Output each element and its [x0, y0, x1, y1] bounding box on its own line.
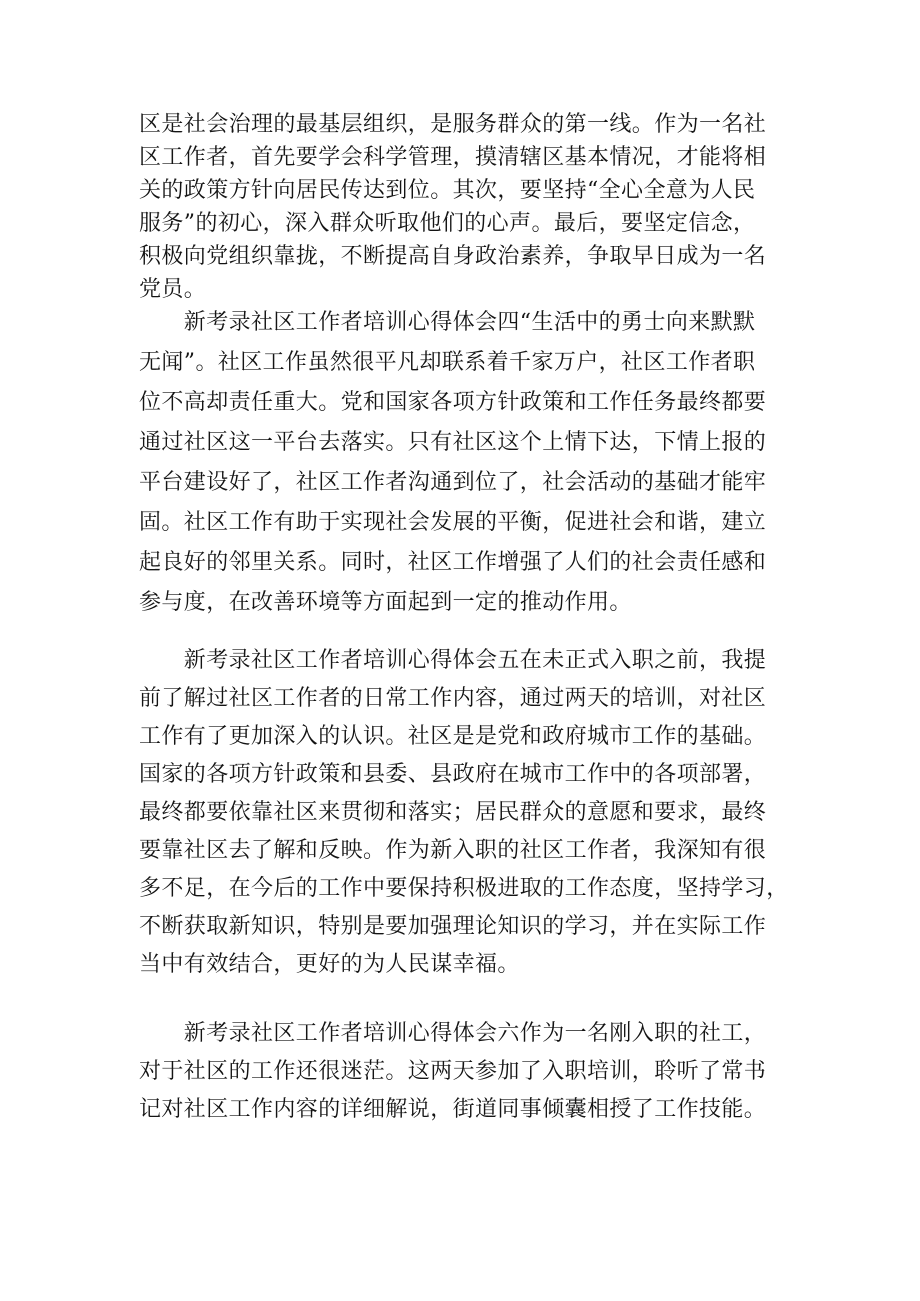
text-line: 当中有效结合，更好的为人民谋幸福。	[139, 952, 520, 977]
text-line: 最终都要依靠社区来贯彻和落实；居民群众的意愿和要求，最终	[139, 800, 767, 825]
paragraph-experience-six	[139, 1015, 799, 1129]
text-line: 积极向党组织靠拢，不断提高自身政治素养，争取早日成为一名	[139, 244, 767, 269]
text-line: 平台建设好了，社区工作者沟通到位了，社会活动的基础才能牢	[139, 470, 767, 495]
paragraph-experience-five	[139, 642, 799, 984]
text-line: 国家的各项方针政策和县委、县政府在城市工作中的各项部署，	[139, 762, 767, 787]
text-line: 新考录社区工作者培训心得体会四“生活中的勇士向来默默	[139, 310, 756, 335]
text-line: 新考录社区工作者培训心得体会五在未正式入职之前，我提	[139, 648, 767, 673]
paragraph-experience-four	[139, 303, 799, 623]
text-line: 前了解过社区工作者的日常工作内容，通过两天的培训，对社区	[139, 686, 767, 711]
text-line: 参与度，在改善环境等方面起到一定的推动作用。	[139, 590, 632, 615]
text-line: 新考录社区工作者培训心得体会六作为一名刚入职的社工，	[139, 1021, 767, 1046]
text-line: 对于社区的工作还很迷茫。这两天参加了入职培训，聆听了常书	[139, 1059, 767, 1084]
paragraph-continuation	[139, 108, 799, 306]
text-line: 无闻”。社区工作虽然很平凡却联系着千家万户，社区工作者职	[139, 350, 756, 375]
text-line: 要靠社区去了解和反映。作为新入职的社区工作者，我深知有很	[139, 838, 767, 863]
text-line: 多不足，在今后的工作中要保持积极进取的工作态度，坚持学习，	[139, 876, 789, 901]
text-line: 起良好的邻里关系。同时，社区工作增强了人们的社会责任感和	[139, 550, 767, 575]
text-line: 记对社区工作内容的详细解说，街道同事倾囊相授了工作技能。	[139, 1097, 767, 1122]
text-line: 党员。	[139, 277, 207, 302]
text-line: 关的政策方针向居民传达到位。其次，要坚持“全心全意为人民	[139, 178, 756, 203]
text-line: 通过社区这一平台去落实。只有社区这个上情下达，下情上报的	[139, 430, 767, 455]
text-line: 服务”的初心，深入群众听取他们的心声。最后，要坚定信念，	[139, 211, 756, 236]
text-line: 工作有了更加深入的认识。社区是是党和政府城市工作的基础。	[139, 724, 767, 749]
text-line: 位不高却责任重大。党和国家各项方针政策和工作任务最终都要	[139, 390, 767, 415]
text-line: 区是社会治理的最基层组织，是服务群众的第一线。作为一名社	[139, 112, 767, 137]
text-line: 不断获取新知识，特别是要加强理论知识的学习，并在实际工作	[139, 914, 767, 939]
text-line: 区工作者，首先要学会科学管理，摸清辖区基本情况，才能将相	[139, 145, 767, 170]
text-line: 固。社区工作有助于实现社会发展的平衡，促进社会和谐，建立	[139, 510, 767, 535]
